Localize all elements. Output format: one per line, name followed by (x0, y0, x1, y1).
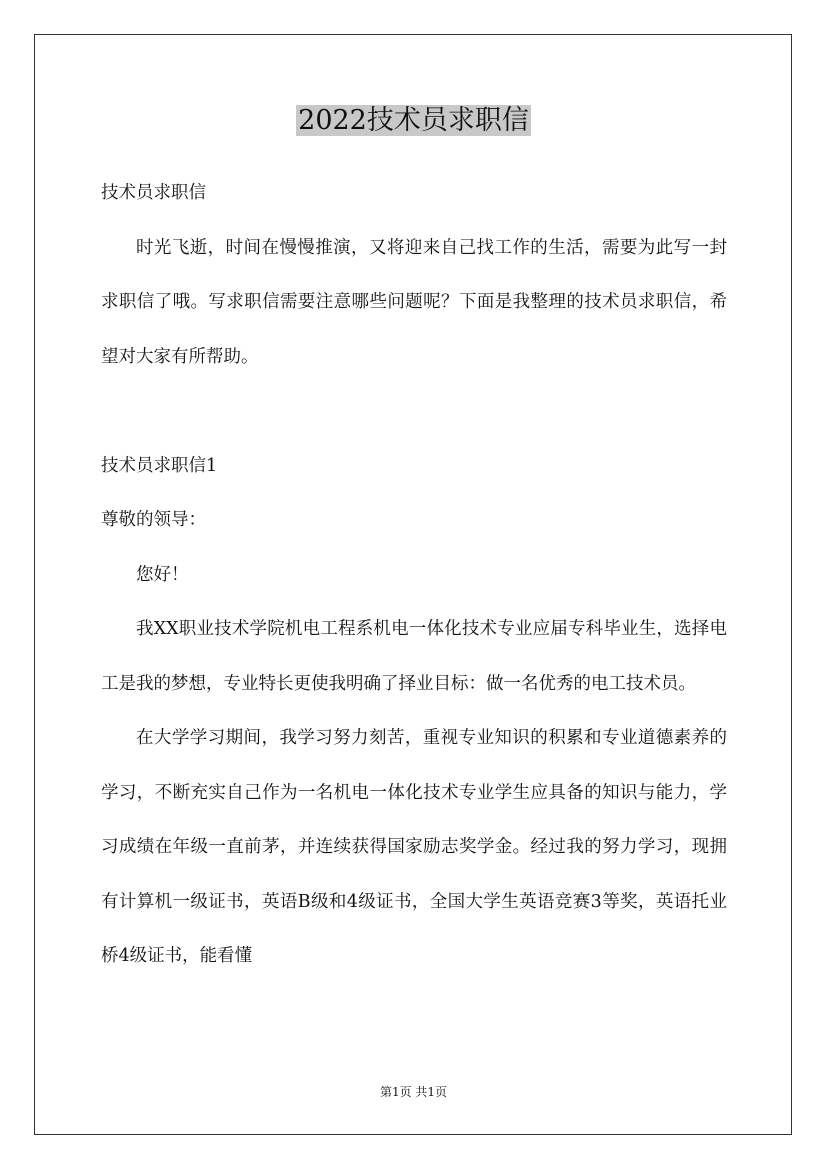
document-title-container (0, 98, 827, 144)
document-title: 2022技术员求职信 (298, 105, 529, 136)
body-paragraph: 我XX职业技术学院机电工程系机电一体化技术专业应届专科毕业生，选择电工是我的梦想，专业特长更使我明确了择业目标：做一名优秀的电工技术员。 (101, 619, 727, 694)
document-body (101, 166, 727, 984)
greeting: 您好！ (136, 564, 189, 585)
salutation: 尊敬的领导： (101, 510, 206, 530)
page-footer (0, 1082, 827, 1102)
body-paragraph: 在大学学习期间，我学习努力刻苦，重视专业知识的积累和专业道德素养的学习，不断充实自己作为一名机电一体化技术专业学生应具备的知识与能力，学习成绩在年级一直前茅，并连续获得国家励志奖学金。经过我的努力学习，现拥有计算机一级证书，英语B级和4级证书，全国大学生英语竞赛3等奖，英语托业桥4级证书，能看懂 (101, 728, 727, 966)
blank-line (101, 384, 727, 439)
section-heading: 技术员求职信1 (101, 455, 218, 476)
page-number: 第1页 共1页 (379, 1085, 448, 1099)
document-subtitle: 技术员求职信 (101, 183, 206, 203)
intro-paragraph: 时光飞逝，时间在慢慢推演，又将迎来自己找工作的生活，需要为此写一封求职信了哦。写求职信需要注意哪些问题呢？下面是我整理的技术员求职信，希望对大家有所帮助。 (101, 237, 727, 367)
